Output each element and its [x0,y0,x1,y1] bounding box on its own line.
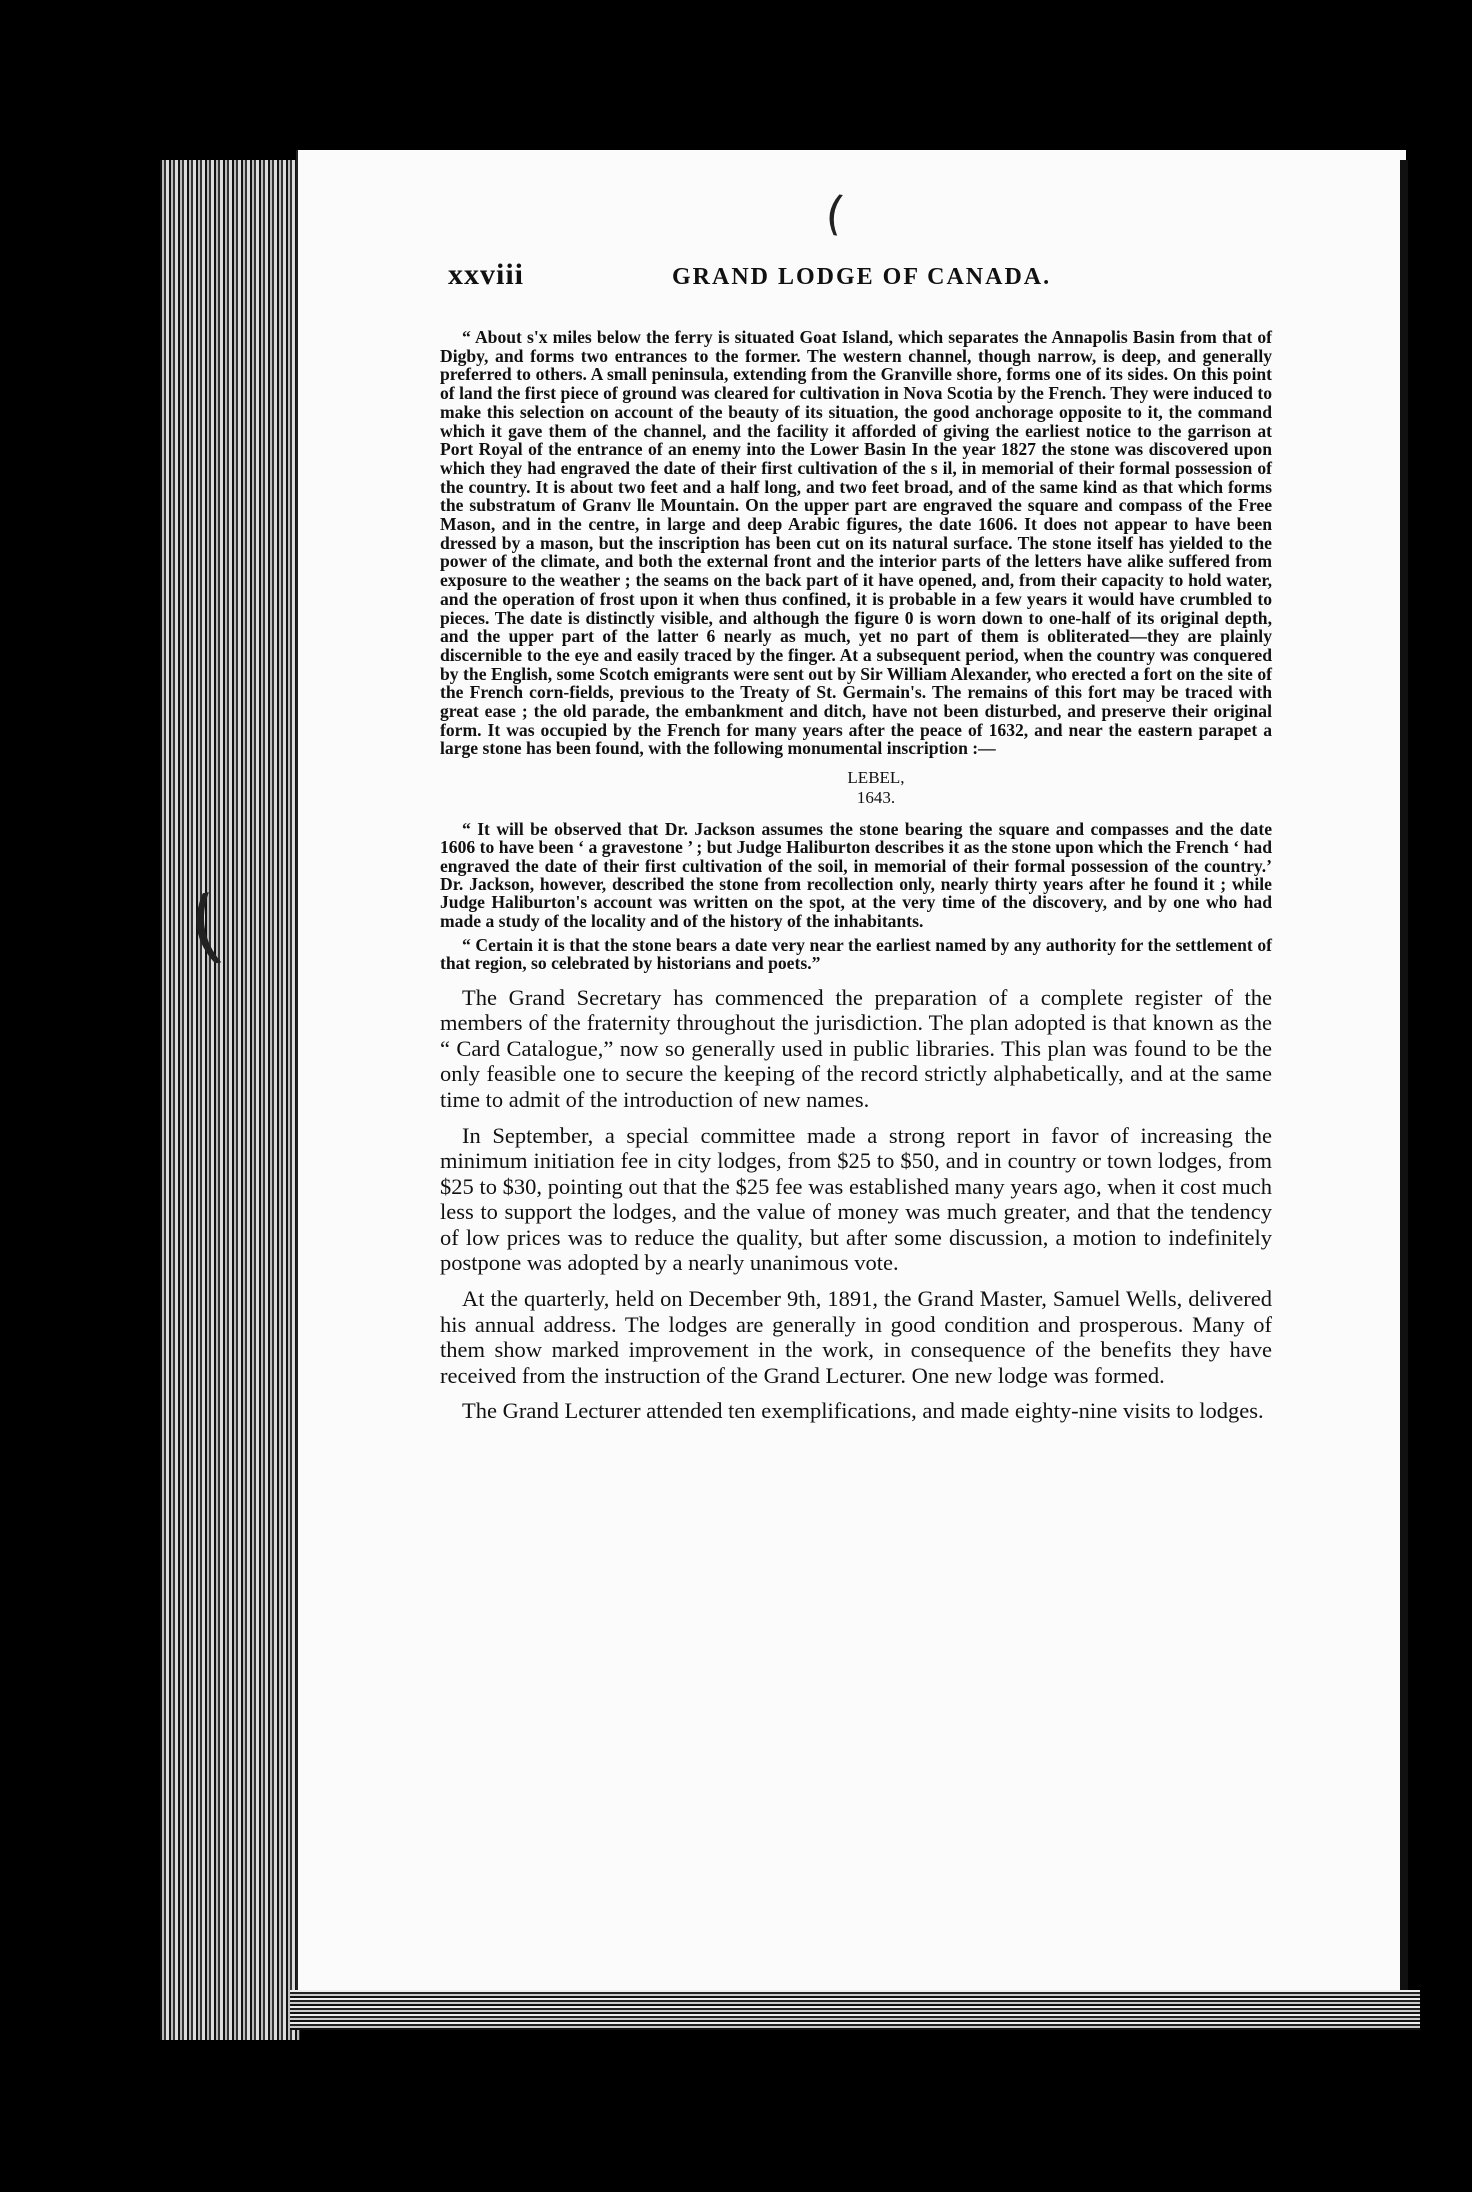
quoted-passage [440,328,1272,758]
monumental-inscription [440,768,1272,808]
book-bottom-edges [290,1990,1420,2030]
running-title: GRAND LODGE OF CANADA. [672,264,1052,290]
commentary-paragraph-2: “ Certain it is that the stone bears a date very near the earliest named by any authority for the settlement of that region, so celebrated by historians and poets.” [440,934,1272,974]
body-text [440,985,1272,1425]
body-paragraph-1: The Grand Secretary has commenced the preparation of a complete register of the members of the fraternity throughout the jurisdiction. The plan adopted is that known as the “ Card Catalogue,” now so generally used in public libraries. This plan was found to be the only feasible one to secure the keeping of the record strictly alphabetically, and at the same time to admit of the introduction of new names. [440,984,1272,1112]
body-paragraph-3: At the quarterly, held on December 9th, 1891, the Grand Master, Samuel Wells, delivered his annual address. The lodges are generally in good condition and prosperous. Many of them show marked improvement in the work, in consequence of the benefits they have received from the instruction of the Grand Lecturer. One new lodge was formed. [440,1286,1272,1388]
page-content [440,258,1272,1434]
inscription-year: 1643. [856,788,896,808]
body-paragraph-4: The Grand Lecturer attended ten exemplifications, and made eighty-nine visits to lodges. [462,1398,1264,1424]
inscription-name: LEBEL, [847,768,905,788]
book-page-edges [160,160,300,2040]
page-gutter-shadow [1400,160,1408,2020]
commentary-paragraph-1: “ It will be observed that Dr. Jackson assumes the stone bearing the square and compasses and the date 1606 to have been ‘ a gravestone ’ ; but Judge Haliburton describes it as the stone upon which the French ‘ had engraved the date of their first cultivation of the soil, in memorial of their formal possession of the country.’ Dr. Jackson, however, described the stone from recollection only, nearly thirty years after he found it ; while Judge Haliburton's account was written on the spot, at the very time of the discovery, and by one who had made a study of the locality and of the history of the inhabitants. [440,819,1272,931]
body-paragraph-2: In September, a special committee made a strong report in favor of increasing the minimum initiation fee in city lodges, from $25 to $50, and in country or town lodges, from $25 to $30, pointing out that the $25 fee was established many years ago, when it cost much less to support the lodges, and the value of money was much greater, and that the tendency of low prices was to reduce the quality, but after some discussion, a motion to indefinitely postpone was adopted by a nearly unanimous vote. [440,1122,1272,1276]
quote-paragraph: “ About s'x miles below the ferry is situated Goat Island, which separates the Annapolis Basin from that of Digby, and forms two entrances to the former. The western channel, though narrow, is deep, and generally preferred to others. A small peninsula, extending from the Granville shore, forms one of its sides. On this point of land the first piece of ground was cleared for cultivation in Nova Scotia by the French. They were induced to make this selection on account of the beauty of its situation, the good anchorage opposite to it, the command which it gave them of the channel, and the facility it afforded of giving the earliest notice to the garrison at Port Royal of the entrance of an enemy into the Lower Basin In the year 1827 the stone was discovered upon which they had engraved the date of their first cultivation of the s il, in memorial of their formal possession of the country. It is about two feet and a half long, and two feet broad, and of the same kind as that which forms the substratum of Granv lle Mountain. On the upper part are engraved the square and compass of the Free Mason, and in the centre, in large and deep Arabic figures, the date 1606. It does not appear to have been dressed by a mason, but the inscription has been cut on its natural surface. The stone itself has yielded to the power of the climate, and both the external front and the interior parts of the letters have alike suffered from exposure to the weather ; the seams on the back part of it have opened, and, from their capacity to hold water, and the operation of frost upon it when thus confined, it is probable in a few years it would have crumbled to pieces. The date is distinctly visible, and although the figure 0 is worn down to one-half of its original depth, and the upper part of the latter 6 nearly as much, yet no part of them is obliterated—they are plainly discernible to the eye and easily traced by the finger. At a subsequent period, when the country was conquered by the English, some Scotch emigrants were sent out by Sir William Alexander, who erected a fort on the site of the French corn-fields, previous to the Treaty of St. Germain's. The remains of this fort may be traced with great ease ; the old parade, the embankment and ditch, have not been disturbed, and preserve their original form. It was occupied by the French for many years after the peace of 1632, and near the eastern parapet a large stone has been found, with the following monumental inscription :— [440,327,1272,759]
quoted-commentary [440,820,1272,972]
running-header [440,258,1272,298]
binding-thread-mark: ( [822,185,848,241]
margin-bracket-mark: ( [182,877,230,976]
page-number: xxviii [448,258,525,291]
